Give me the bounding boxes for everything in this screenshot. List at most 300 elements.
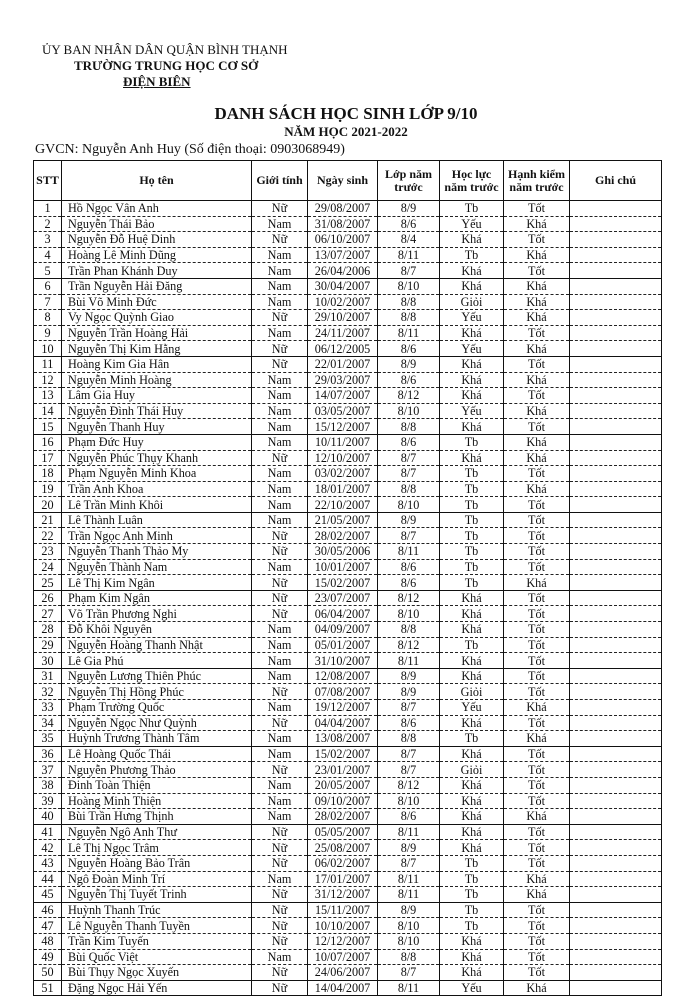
birthdate-cell: 29/08/2007 [308, 201, 378, 217]
gender-cell: Nam [252, 388, 308, 404]
stt-cell: 45 [34, 887, 62, 903]
table-row [34, 466, 662, 482]
prev-class-cell: 8/10 [378, 497, 440, 513]
note-cell [570, 294, 662, 310]
prev-conduct-cell: Khá [504, 294, 570, 310]
name-cell: Hoàng Kim Gia Hân [62, 356, 252, 372]
gender-cell: Nam [252, 247, 308, 263]
prev-academic-cell: Tb [440, 731, 504, 747]
table-row [34, 684, 662, 700]
table-row [34, 232, 662, 248]
birthdate-cell: 04/09/2007 [308, 622, 378, 638]
prev-class-cell: 8/7 [378, 466, 440, 482]
name-cell: Lê Trần Minh Khôi [62, 497, 252, 513]
prev-conduct-cell: Tốt [504, 606, 570, 622]
table-row [34, 216, 662, 232]
prev-class-cell: 8/11 [378, 980, 440, 996]
table-row [34, 622, 662, 638]
name-cell: Phạm Đức Huy [62, 434, 252, 450]
table-row [34, 575, 662, 591]
birthdate-cell: 15/02/2007 [308, 746, 378, 762]
gender-cell: Nữ [252, 341, 308, 357]
name-cell: Nguyễn Thái Bảo [62, 216, 252, 232]
birthdate-cell: 31/12/2007 [308, 887, 378, 903]
note-cell [570, 403, 662, 419]
prev-conduct-cell: Tốt [504, 902, 570, 918]
gender-cell: Nam [252, 700, 308, 716]
prev-conduct-cell: Khá [504, 700, 570, 716]
prev-class-cell: 8/11 [378, 824, 440, 840]
note-cell [570, 590, 662, 606]
stt-cell: 20 [34, 497, 62, 513]
name-cell: Đỗ Khôi Nguyên [62, 622, 252, 638]
gender-cell: Nữ [252, 902, 308, 918]
stt-cell: 12 [34, 372, 62, 388]
table-row [34, 715, 662, 731]
prev-conduct-cell: Khá [504, 731, 570, 747]
prev-class-cell: 8/6 [378, 809, 440, 825]
table-row [34, 310, 662, 326]
birthdate-cell: 30/04/2007 [308, 278, 378, 294]
table-row [34, 356, 662, 372]
gender-cell: Nam [252, 637, 308, 653]
gender-cell: Nam [252, 325, 308, 341]
gender-cell: Nam [252, 278, 308, 294]
stt-cell: 4 [34, 247, 62, 263]
prev-academic-cell: Khá [440, 419, 504, 435]
birthdate-cell: 15/02/2007 [308, 575, 378, 591]
gender-cell: Nữ [252, 606, 308, 622]
prev-conduct-cell: Tốt [504, 466, 570, 482]
note-cell [570, 497, 662, 513]
prev-academic-cell: Yếu [440, 700, 504, 716]
gender-cell: Nữ [252, 356, 308, 372]
table-row [34, 247, 662, 263]
table-row [34, 887, 662, 903]
gender-cell: Nam [252, 372, 308, 388]
stt-cell: 43 [34, 855, 62, 871]
note-cell [570, 700, 662, 716]
stt-cell: 8 [34, 310, 62, 326]
birthdate-cell: 20/05/2007 [308, 777, 378, 793]
prev-conduct-cell: Tốt [504, 528, 570, 544]
stt-cell: 27 [34, 606, 62, 622]
prev-academic-cell: Khá [440, 263, 504, 279]
gender-cell: Nam [252, 419, 308, 435]
gender-cell: Nam [252, 263, 308, 279]
table-row [34, 325, 662, 341]
prev-academic-cell: Khá [440, 590, 504, 606]
gender-cell: Nữ [252, 933, 308, 949]
birthdate-cell: 19/12/2007 [308, 700, 378, 716]
prev-academic-cell: Tb [440, 637, 504, 653]
note-cell [570, 824, 662, 840]
note-cell [570, 544, 662, 560]
table-row [34, 653, 662, 669]
prev-academic-cell: Khá [440, 840, 504, 856]
note-cell [570, 310, 662, 326]
prev-class-cell: 8/6 [378, 216, 440, 232]
name-cell: Lê Gia Phú [62, 653, 252, 669]
birthdate-cell: 26/04/2006 [308, 263, 378, 279]
birthdate-cell: 10/10/2007 [308, 918, 378, 934]
birthdate-cell: 10/01/2007 [308, 559, 378, 575]
name-cell: Huỳnh Trương Thành Tâm [62, 731, 252, 747]
name-cell: Nguyễn Đình Thái Huy [62, 403, 252, 419]
name-cell: Nguyễn Thanh Huy [62, 419, 252, 435]
gender-cell: Nữ [252, 310, 308, 326]
note-cell [570, 855, 662, 871]
table-row [34, 497, 662, 513]
prev-conduct-cell: Tốt [504, 840, 570, 856]
prev-conduct-cell: Tốt [504, 590, 570, 606]
note-cell [570, 902, 662, 918]
gender-cell: Nữ [252, 684, 308, 700]
table-row [34, 840, 662, 856]
prev-conduct-cell: Khá [504, 887, 570, 903]
gender-cell: Nam [252, 871, 308, 887]
gender-cell: Nam [252, 668, 308, 684]
stt-cell: 10 [34, 341, 62, 357]
stt-cell: 19 [34, 481, 62, 497]
stt-cell: 6 [34, 278, 62, 294]
stt-cell: 21 [34, 512, 62, 528]
name-cell: Hoàng Minh Thiện [62, 793, 252, 809]
note-cell [570, 356, 662, 372]
prev-conduct-cell: Tốt [504, 793, 570, 809]
name-cell: Nguyễn Minh Hoàng [62, 372, 252, 388]
stt-cell: 23 [34, 544, 62, 560]
prev-class-cell: 8/12 [378, 590, 440, 606]
prev-class-cell: 8/7 [378, 700, 440, 716]
stt-cell: 35 [34, 731, 62, 747]
prev-conduct-cell: Tốt [504, 777, 570, 793]
stt-cell: 32 [34, 684, 62, 700]
gender-cell: Nam [252, 731, 308, 747]
stt-cell: 18 [34, 466, 62, 482]
column-header: Giới tính [252, 161, 308, 201]
table-row [34, 902, 662, 918]
prev-class-cell: 8/10 [378, 403, 440, 419]
prev-class-cell: 8/12 [378, 637, 440, 653]
note-cell [570, 793, 662, 809]
stt-cell: 14 [34, 403, 62, 419]
student-list-table [33, 160, 662, 996]
name-cell: Hồ Ngọc Vân Anh [62, 201, 252, 217]
table-row [34, 481, 662, 497]
prev-conduct-cell: Khá [504, 980, 570, 996]
birthdate-cell: 14/04/2007 [308, 980, 378, 996]
stt-cell: 44 [34, 871, 62, 887]
name-cell: Lê Thị Ngọc Trâm [62, 840, 252, 856]
prev-conduct-cell: Tốt [504, 559, 570, 575]
gender-cell: Nữ [252, 590, 308, 606]
stt-cell: 51 [34, 980, 62, 996]
prev-conduct-cell: Khá [504, 450, 570, 466]
stt-cell: 17 [34, 450, 62, 466]
column-header: Ghi chú [570, 161, 662, 201]
prev-conduct-cell: Khá [504, 310, 570, 326]
table-row [34, 731, 662, 747]
note-cell [570, 949, 662, 965]
column-header: Học lực năm trước [440, 161, 504, 201]
prev-academic-cell: Tb [440, 434, 504, 450]
prev-class-cell: 8/7 [378, 528, 440, 544]
prev-class-cell: 8/8 [378, 949, 440, 965]
prev-academic-cell: Khá [440, 793, 504, 809]
prev-academic-cell: Tb [440, 887, 504, 903]
table-row [34, 824, 662, 840]
name-cell: Đinh Toàn Thiện [62, 777, 252, 793]
stt-cell: 1 [34, 201, 62, 217]
stt-cell: 25 [34, 575, 62, 591]
table-row [34, 341, 662, 357]
prev-class-cell: 8/9 [378, 356, 440, 372]
prev-conduct-cell: Tốt [504, 201, 570, 217]
stt-cell: 49 [34, 949, 62, 965]
name-cell: Hoàng Lê Minh Dũng [62, 247, 252, 263]
birthdate-cell: 09/10/2007 [308, 793, 378, 809]
birthdate-cell: 10/02/2007 [308, 294, 378, 310]
name-cell: Trần Nguyễn Hải Đăng [62, 278, 252, 294]
name-cell: Nguyễn Thành Nam [62, 559, 252, 575]
prev-conduct-cell: Tốt [504, 949, 570, 965]
stt-cell: 40 [34, 809, 62, 825]
gender-cell: Nữ [252, 232, 308, 248]
birthdate-cell: 23/01/2007 [308, 762, 378, 778]
prev-class-cell: 8/9 [378, 902, 440, 918]
prev-class-cell: 8/4 [378, 232, 440, 248]
birthdate-cell: 06/04/2007 [308, 606, 378, 622]
name-cell: Bùi Trần Hưng Thịnh [62, 809, 252, 825]
prev-class-cell: 8/8 [378, 481, 440, 497]
prev-conduct-cell: Tốt [504, 762, 570, 778]
prev-class-cell: 8/7 [378, 762, 440, 778]
table-row [34, 700, 662, 716]
stt-cell: 3 [34, 232, 62, 248]
birthdate-cell: 31/08/2007 [308, 216, 378, 232]
note-cell [570, 450, 662, 466]
gender-cell: Nam [252, 497, 308, 513]
stt-cell: 41 [34, 824, 62, 840]
birthdate-cell: 06/10/2007 [308, 232, 378, 248]
prev-conduct-cell: Khá [504, 871, 570, 887]
prev-class-cell: 8/11 [378, 871, 440, 887]
table-row [34, 949, 662, 965]
prev-conduct-cell: Khá [504, 341, 570, 357]
prev-conduct-cell: Tốt [504, 419, 570, 435]
table-row [34, 544, 662, 560]
gender-cell: Nữ [252, 855, 308, 871]
prev-conduct-cell: Tốt [504, 746, 570, 762]
birthdate-cell: 29/03/2007 [308, 372, 378, 388]
name-cell: Bùi Quốc Việt [62, 949, 252, 965]
prev-class-cell: 8/10 [378, 918, 440, 934]
prev-academic-cell: Tb [440, 902, 504, 918]
prev-class-cell: 8/7 [378, 450, 440, 466]
stt-cell: 26 [34, 590, 62, 606]
birthdate-cell: 12/12/2007 [308, 933, 378, 949]
note-cell [570, 918, 662, 934]
gender-cell: Nữ [252, 715, 308, 731]
birthdate-cell: 23/07/2007 [308, 590, 378, 606]
gender-cell: Nam [252, 949, 308, 965]
column-header: Họ tên [62, 161, 252, 201]
prev-class-cell: 8/8 [378, 294, 440, 310]
column-header: Hạnh kiểm năm trước [504, 161, 570, 201]
birthdate-cell: 06/12/2005 [308, 341, 378, 357]
prev-academic-cell: Khá [440, 965, 504, 981]
prev-academic-cell: Khá [440, 278, 504, 294]
table-row [34, 606, 662, 622]
stt-cell: 46 [34, 902, 62, 918]
note-cell [570, 933, 662, 949]
name-cell: Bùi Võ Minh Đức [62, 294, 252, 310]
table-row [34, 762, 662, 778]
name-cell: Trần Anh Khoa [62, 481, 252, 497]
name-cell: Lê Nguyễn Thanh Tuyền [62, 918, 252, 934]
prev-class-cell: 8/10 [378, 278, 440, 294]
name-cell: Trần Phan Khánh Duy [62, 263, 252, 279]
birthdate-cell: 06/02/2007 [308, 855, 378, 871]
prev-conduct-cell: Tốt [504, 965, 570, 981]
prev-class-cell: 8/10 [378, 793, 440, 809]
stt-cell: 15 [34, 419, 62, 435]
stt-cell: 38 [34, 777, 62, 793]
document-title: DANH SÁCH HỌC SINH LỚP 9/10 [214, 104, 478, 123]
prev-academic-cell: Tb [440, 497, 504, 513]
prev-academic-cell: Khá [440, 450, 504, 466]
prev-class-cell: 8/8 [378, 310, 440, 326]
gender-cell: Nữ [252, 528, 308, 544]
prev-class-cell: 8/6 [378, 372, 440, 388]
gender-cell: Nam [252, 559, 308, 575]
prev-academic-cell: Khá [440, 777, 504, 793]
prev-conduct-cell: Tốt [504, 824, 570, 840]
stt-cell: 42 [34, 840, 62, 856]
note-cell [570, 247, 662, 263]
gender-cell: Nữ [252, 840, 308, 856]
prev-conduct-cell: Khá [504, 403, 570, 419]
prev-class-cell: 8/7 [378, 965, 440, 981]
prev-academic-cell: Giỏi [440, 294, 504, 310]
table-row [34, 294, 662, 310]
prev-academic-cell: Tb [440, 871, 504, 887]
stt-cell: 48 [34, 933, 62, 949]
note-cell [570, 980, 662, 996]
prev-conduct-cell: Khá [504, 247, 570, 263]
prev-conduct-cell: Khá [504, 481, 570, 497]
birthdate-cell: 13/07/2007 [308, 247, 378, 263]
prev-academic-cell: Khá [440, 949, 504, 965]
prev-conduct-cell: Tốt [504, 512, 570, 528]
note-cell [570, 201, 662, 217]
gender-cell: Nữ [252, 980, 308, 996]
name-cell: Lê Thị Kim Ngân [62, 575, 252, 591]
birthdate-cell: 07/08/2007 [308, 684, 378, 700]
name-cell: Vy Ngọc Quỳnh Giao [62, 310, 252, 326]
prev-conduct-cell: Tốt [504, 263, 570, 279]
prev-academic-cell: Tb [440, 575, 504, 591]
prev-academic-cell: Tb [440, 918, 504, 934]
birthdate-cell: 25/08/2007 [308, 840, 378, 856]
gender-cell: Nữ [252, 887, 308, 903]
stt-cell: 33 [34, 700, 62, 716]
prev-academic-cell: Khá [440, 653, 504, 669]
name-cell: Bùi Thụy Ngọc Xuyến [62, 965, 252, 981]
prev-class-cell: 8/6 [378, 559, 440, 575]
table-row [34, 918, 662, 934]
table-row [34, 372, 662, 388]
prev-academic-cell: Khá [440, 325, 504, 341]
birthdate-cell: 04/04/2007 [308, 715, 378, 731]
prev-conduct-cell: Khá [504, 434, 570, 450]
table-row [34, 201, 662, 217]
prev-academic-cell: Yếu [440, 980, 504, 996]
stt-cell: 7 [34, 294, 62, 310]
gender-cell: Nữ [252, 918, 308, 934]
stt-cell: 22 [34, 528, 62, 544]
gender-cell: Nữ [252, 544, 308, 560]
prev-class-cell: 8/9 [378, 201, 440, 217]
prev-class-cell: 8/8 [378, 622, 440, 638]
table-row [34, 668, 662, 684]
name-cell: Lâm Gia Huy [62, 388, 252, 404]
gender-cell: Nữ [252, 575, 308, 591]
prev-conduct-cell: Tốt [504, 668, 570, 684]
stt-cell: 31 [34, 668, 62, 684]
stt-cell: 37 [34, 762, 62, 778]
prev-class-cell: 8/11 [378, 544, 440, 560]
gender-cell: Nam [252, 777, 308, 793]
note-cell [570, 668, 662, 684]
table-row [34, 746, 662, 762]
note-cell [570, 731, 662, 747]
name-cell: Nguyễn Ngô Anh Thư [62, 824, 252, 840]
note-cell [570, 528, 662, 544]
stt-cell: 34 [34, 715, 62, 731]
prev-academic-cell: Khá [440, 746, 504, 762]
note-cell [570, 341, 662, 357]
table-row [34, 528, 662, 544]
gender-cell: Nam [252, 793, 308, 809]
prev-academic-cell: Giỏi [440, 762, 504, 778]
name-cell: Nguyễn Thị Hồng Phúc [62, 684, 252, 700]
school-name-line2: ĐIỆN BIÊN [123, 74, 191, 89]
birthdate-cell: 24/11/2007 [308, 325, 378, 341]
birthdate-cell: 10/11/2007 [308, 434, 378, 450]
stt-cell: 24 [34, 559, 62, 575]
table-row [34, 590, 662, 606]
school-name-line1: TRƯỜNG TRUNG HỌC CƠ SỞ [74, 58, 259, 73]
note-cell [570, 575, 662, 591]
stt-cell: 36 [34, 746, 62, 762]
column-header: Lớp năm trước [378, 161, 440, 201]
school-year: NĂM HỌC 2021-2022 [284, 124, 408, 139]
table-row [34, 855, 662, 871]
gender-cell: Nam [252, 653, 308, 669]
homeroom-teacher: GVCN: Nguyễn Anh Huy (Số điện thoại: 0903068949) [35, 142, 345, 157]
prev-academic-cell: Khá [440, 809, 504, 825]
prev-academic-cell: Yếu [440, 341, 504, 357]
name-cell: Nguyễn Thanh Thảo My [62, 544, 252, 560]
prev-conduct-cell: Tốt [504, 637, 570, 653]
prev-class-cell: 8/11 [378, 653, 440, 669]
stt-cell: 5 [34, 263, 62, 279]
prev-class-cell: 8/12 [378, 777, 440, 793]
prev-academic-cell: Tb [440, 528, 504, 544]
gender-cell: Nữ [252, 824, 308, 840]
